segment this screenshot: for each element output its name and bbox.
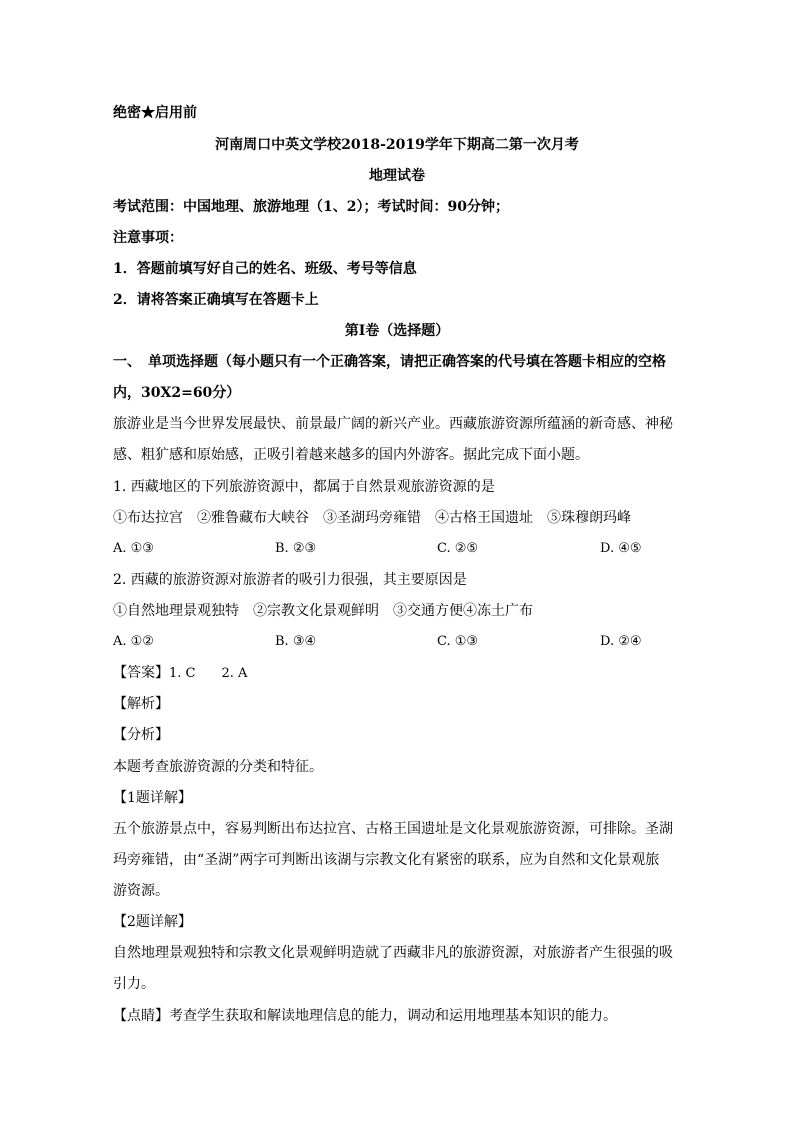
exam-scope: 考试范围：中国地理、旅游地理（1、2）；考试时间：90分钟； xyxy=(113,199,509,215)
confidential-label: 绝密★启用前 xyxy=(113,105,197,121)
detail-2-line2: 引力。 xyxy=(113,976,155,992)
q2-option-b: B. ③④ xyxy=(275,634,317,649)
q2-option-d: D. ②④ xyxy=(600,634,642,649)
q2-option-c: C. ①③ xyxy=(437,634,479,649)
detail-1-line3: 游资源。 xyxy=(113,883,169,899)
analysis-label: 【解析】 xyxy=(113,696,169,712)
answer-label: 【答案】 xyxy=(113,665,169,681)
notes-title: 注意事项： xyxy=(113,230,183,246)
q1-option-b: B. ②③ xyxy=(275,541,317,556)
q1-option-c: C. ②⑤ xyxy=(437,541,479,556)
dianjing-row xyxy=(113,1006,703,1026)
detail-1-line1: 五个旅游景点中，容易判断出布达拉宫、古格王国遗址是文化景观旅游资源，可排除。圣湖 xyxy=(113,821,673,837)
fenxi-text: 本题考查旅游资源的分类和特征。 xyxy=(113,759,323,775)
note-item-2: 2．请将答案正确填写在答题卡上 xyxy=(113,292,319,308)
detail-1-line2: 玛旁雍错，由“圣湖”两字可判断出该湖与宗教文化有紧密的联系，应为自然和文化景观旅 xyxy=(113,852,660,868)
question-1-items: ①布达拉宫 ②雅鲁藏布大峡谷 ③圣湖玛旁雍错 ④古格王国遗址 ⑤珠穆朗玛峰 xyxy=(113,510,631,526)
detail-2-line1: 自然地理景观独特和宗教文化景观鲜明造就了西藏非凡的旅游资源，对旅游者产生很强的吸 xyxy=(113,945,673,961)
passage-line2: 感、粗犷感和原始感，正吸引着越来越多的国内外游客。据此完成下面小题。 xyxy=(113,447,589,463)
q1-option-a: A. ①③ xyxy=(113,541,154,556)
question-1-stem: 1. 西藏地区的下列旅游资源中，都属于自然景观旅游资源的是 xyxy=(113,479,495,495)
section-title: 第I卷（选择题） xyxy=(344,323,450,339)
q2-option-a: A. ①② xyxy=(113,634,154,649)
q1-option-d: D. ④⑤ xyxy=(600,541,642,556)
school-exam-title: 河南周口中英文学校2018-2019学年下期高二第一次月考 xyxy=(215,137,579,153)
dianjing-label: 【点睛】 xyxy=(113,1008,169,1024)
detail-2-title: 【2题详解】 xyxy=(113,914,192,930)
answer-value: 1. C 2. A xyxy=(169,666,248,681)
section-instruction-line1: 一、 单项选择题（每小题只有一个正确答案，请把正确答案的代号填在答题卡相应的空格 xyxy=(113,354,666,370)
detail-1-title: 【1题详解】 xyxy=(113,790,192,806)
question-2-stem: 2. 西藏的旅游资源对旅游者的吸引力很强，其主要原因是 xyxy=(113,572,467,588)
subject-title: 地理试卷 xyxy=(369,168,425,184)
note-item-1: 1．答题前填写好自己的姓名、班级、考号等信息 xyxy=(113,261,417,277)
section-instruction-line2: 内，30X2=60分） xyxy=(113,385,241,401)
fenxi-label: 【分析】 xyxy=(113,727,169,743)
answer-row xyxy=(113,663,703,684)
dianjing-text: 考查学生获取和解读地理信息的能力，调动和运用地理基本知识的能力。 xyxy=(169,1008,617,1024)
passage-line1: 旅游业是当今世界发展最快、前景最广阔的新兴产业。西藏旅游资源所蕴涵的新奇感、神秘 xyxy=(113,416,673,432)
question-2-items: ①自然地理景观独特 ②宗教文化景观鲜明 ③交通方便④冻土广布 xyxy=(113,603,533,619)
